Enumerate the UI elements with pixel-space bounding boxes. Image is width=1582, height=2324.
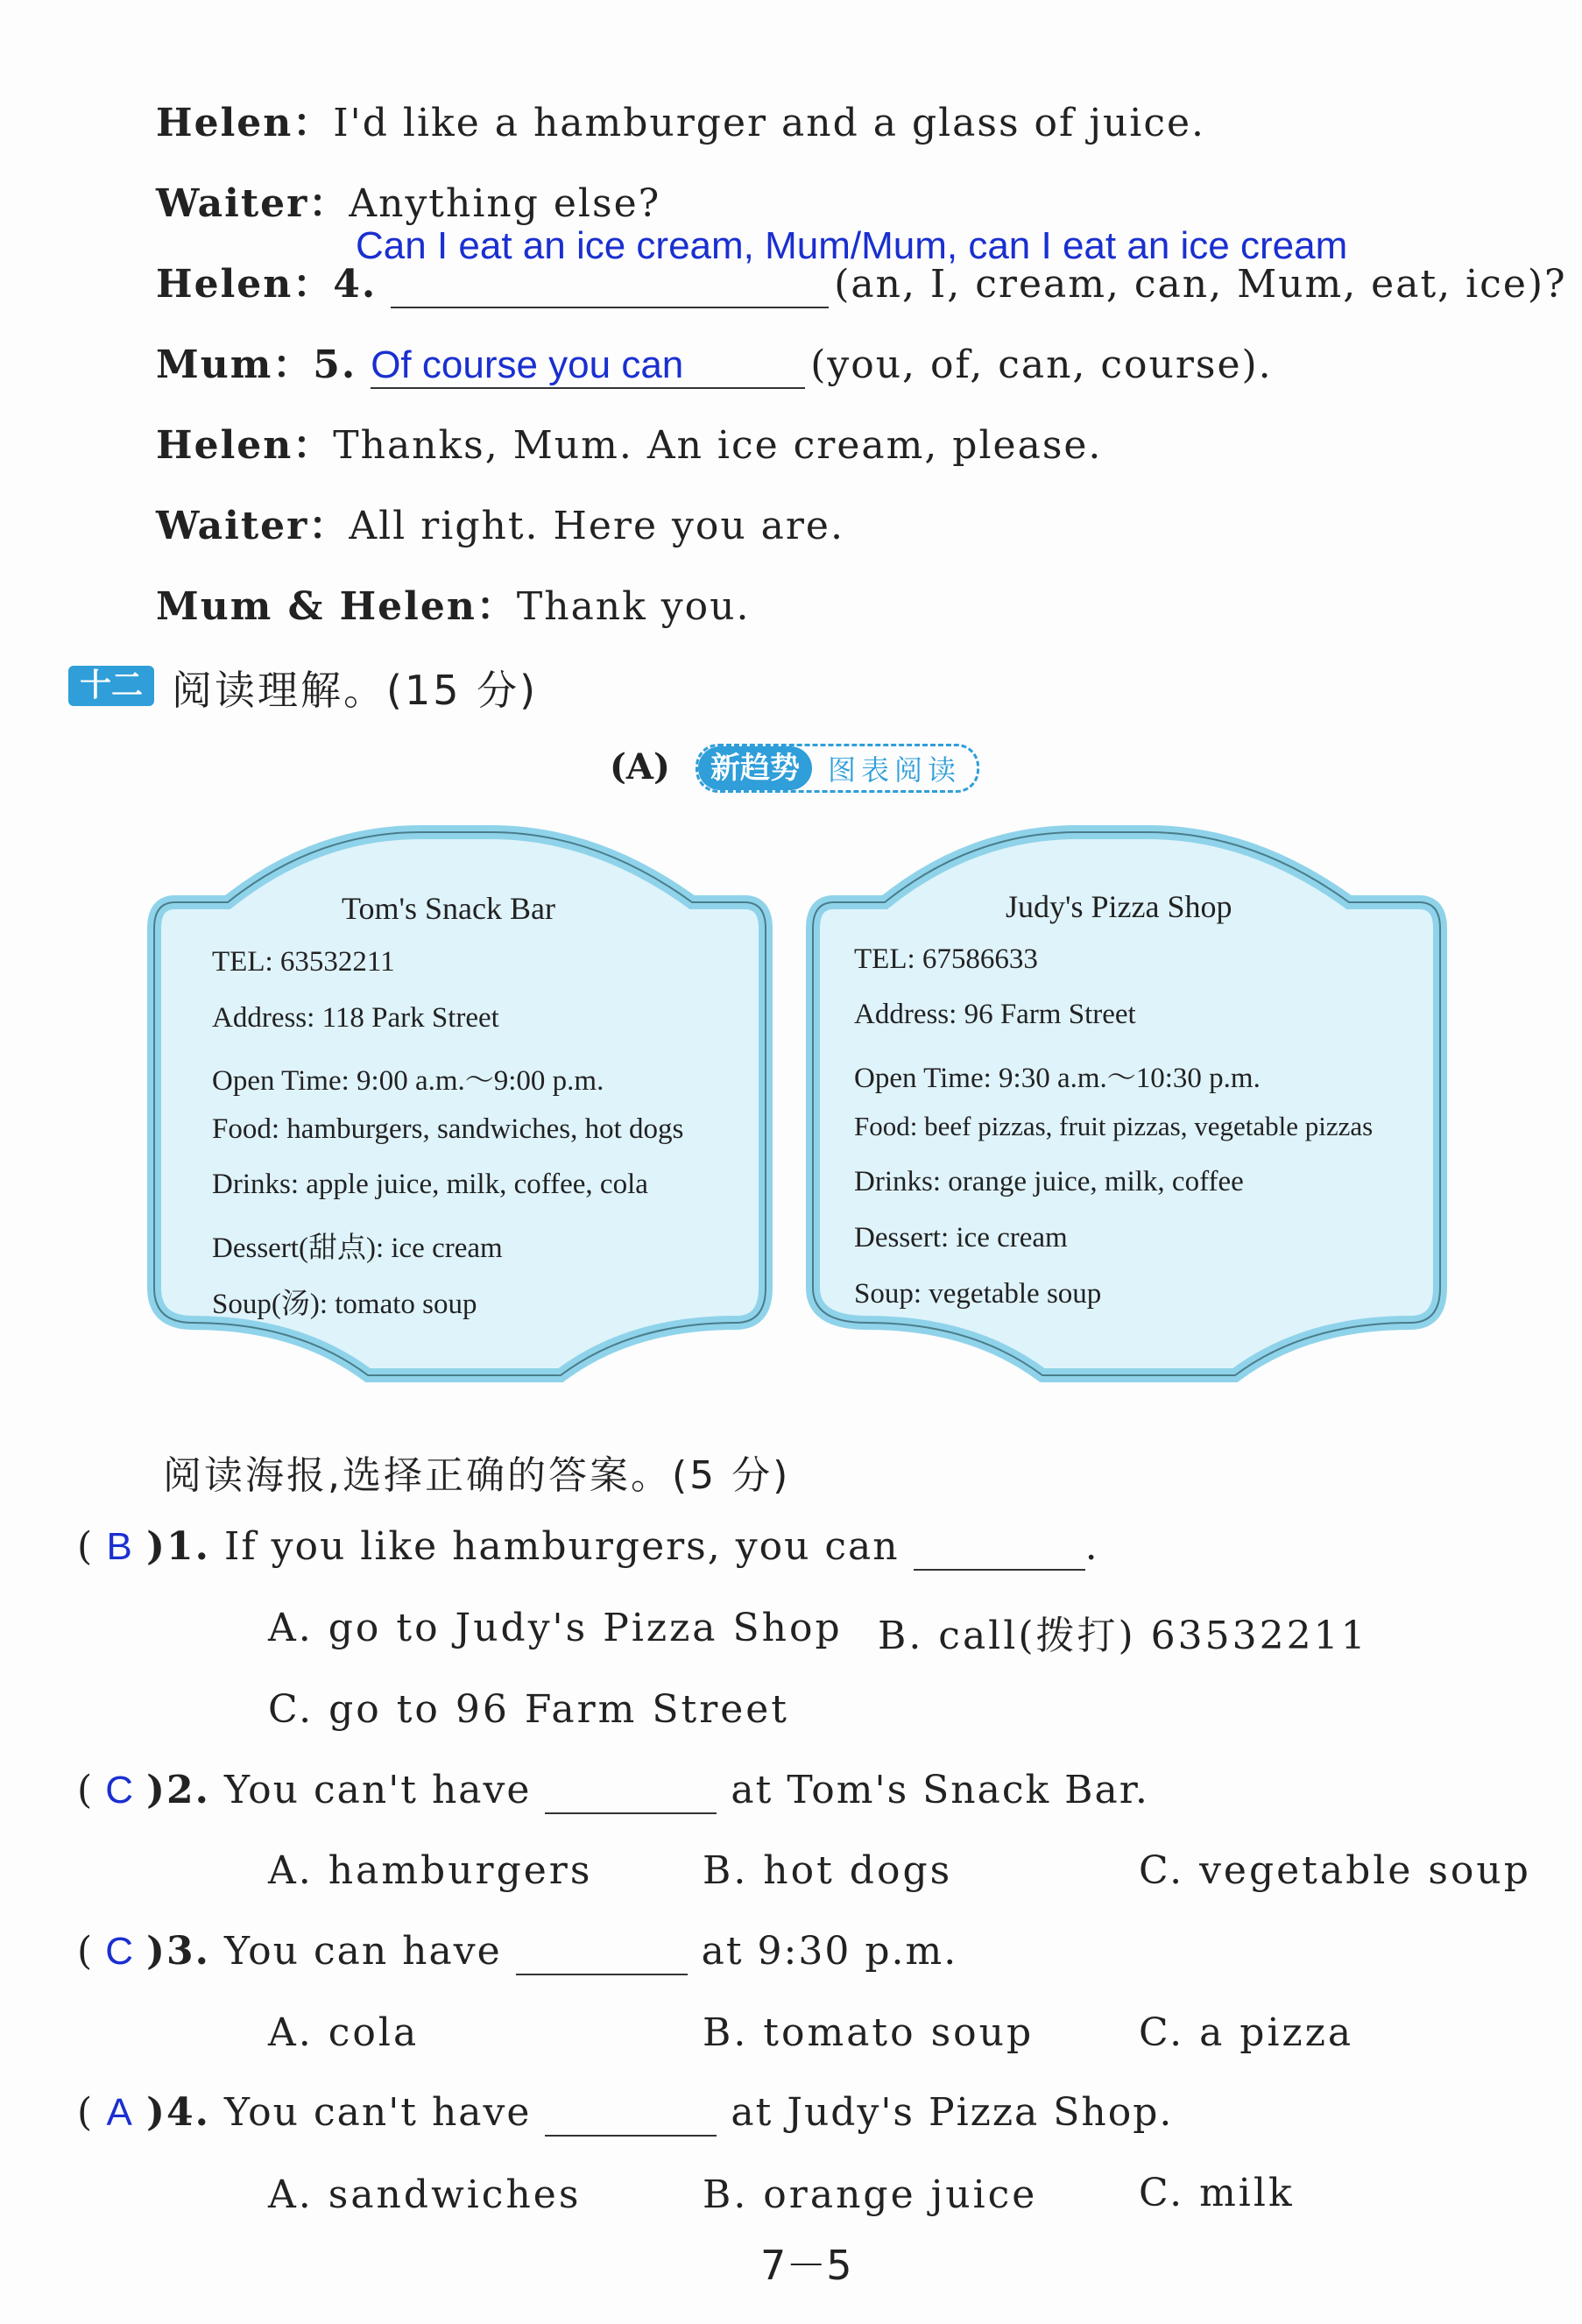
judy-card-line: TEL: 67586633 [854,943,1038,975]
question-number: )2. [146,1768,210,1812]
hint-text: (you, of, can, course). [810,343,1273,387]
page-number: 7－5 [760,2242,852,2289]
hint-text: (an, I, cream, can, Mum, eat, ice)? [834,262,1567,307]
speaker: Helen： [156,101,334,145]
tom-card-line: Dessert(甜点): ice cream [212,1233,503,1264]
question-number: 5. [313,343,357,387]
question-stem: You can have [223,1929,502,1974]
judy-card-line: Food: beef pizzas, fruit pizzas, vegetable pizzas [854,1111,1374,1141]
judy-card-line: Drinks: orange juice, milk, coffee [854,1166,1244,1197]
question-stem: You can't have [223,1768,532,1812]
option[interactable]: C. a pizza [1139,2010,1354,2055]
speaker: Waiter： [156,504,350,548]
dialogue-text: Thanks, Mum. An ice cream, please. [333,423,1103,468]
option[interactable]: A. cola [268,2010,420,2055]
dialogue-text: All right. Here you are. [349,504,844,548]
question-stem-end: . [1084,1524,1099,1569]
tom-card-line: TEL: 63532211 [212,946,395,978]
question-blank [914,1524,1085,1571]
subsection-label: (A) [610,746,670,788]
question-number: )3. [146,1929,210,1974]
question-4: ( A )4. You can't have at Judy's Pizza Shop. [77,2090,1174,2135]
speaker: Helen： [156,262,334,307]
option[interactable]: C. go to 96 Farm Street [268,1687,789,1732]
judy-card-line: Address: 96 Farm Street [854,999,1136,1030]
question-stem: If you like hamburgers, you can [223,1524,900,1569]
judy-card-line: Soup: vegetable soup [854,1278,1102,1310]
tom-card-line: Address: 118 Park Street [212,1002,499,1034]
option[interactable]: A. sandwiches [268,2172,582,2217]
question-stem-end: at 9:30 p.m. [701,1929,958,1974]
option[interactable]: C. milk [1139,2171,1295,2215]
dialogue-text: I'd like a hamburger and a glass of juice. [333,101,1206,145]
speaker: Helen： [156,423,334,468]
question-number: )4. [146,2090,210,2135]
tom-card-line: Open Time: 9:00 a.m.～9:00 p.m. [212,1065,604,1097]
answer-choice[interactable]: C [105,1769,136,1812]
section-badge: 十二 [68,666,154,706]
question-3: ( C )3. You can have at 9:30 p.m. [77,1929,958,1974]
question-2: ( C )2. You can't have at Tom's Snack Bar. [77,1768,1149,1812]
question-blank [516,1929,688,1975]
question-number: )1. [146,1524,210,1569]
answer-choice[interactable]: B [106,1525,134,1568]
judy-card-line: Dessert: ice cream [854,1222,1068,1254]
speaker: Mum： [156,343,314,387]
question-blank [545,2090,717,2137]
dialogue-text: Thank you. [516,584,751,629]
dialogue-text: Anything else? [349,181,661,226]
instruction: 阅读海报,选择正确的答案。(5 分) [163,1453,791,1498]
option[interactable]: A. go to Judy's Pizza Shop [268,1606,843,1650]
question-number: 4. [333,262,378,307]
answer-choice[interactable]: A [106,2091,134,2134]
question-1: ( B )1. If you like hamburgers, you can . [77,1524,1099,1569]
option[interactable]: B. orange juice [703,2172,1038,2217]
answer-choice[interactable]: C [105,1930,136,1973]
speaker: Mum & Helen： [156,584,517,629]
answer-4-text: Can I eat an ice cream, Mum/Mum, can I eat an ice cream [356,224,1348,267]
question-stem: You can't have [223,2090,532,2135]
tom-card-title: Tom's Snack Bar [342,891,555,926]
option[interactable]: B. tomato soup [703,2010,1035,2055]
tom-card-line: Soup(汤): tomato soup [212,1289,477,1320]
speaker: Waiter： [156,181,350,226]
section-title: 阅读理解。(15 分) [172,667,539,714]
trend-label: 新趋势 [698,746,812,790]
option[interactable]: B. call(拨打) 63532211 [878,1614,1368,1658]
answer-5-text: Of course you can [371,343,684,386]
tom-card-line: Drinks: apple juice, milk, coffee, cola [212,1169,648,1200]
question-stem-end: at Judy's Pizza Shop. [731,2090,1174,2135]
tom-card-line: Food: hamburgers, sandwiches, hot dogs [212,1113,684,1145]
trend-type: 图表阅读 [828,753,962,787]
option[interactable]: A. hamburgers [268,1848,593,1893]
question-stem-end: at Tom's Snack Bar. [731,1768,1149,1812]
option[interactable]: C. vegetable soup [1139,1848,1531,1893]
judy-card-line: Open Time: 9:30 a.m.～10:30 p.m. [854,1063,1261,1094]
question-blank [545,1768,717,1814]
option[interactable]: B. hot dogs [703,1848,953,1893]
judy-card-title: Judy's Pizza Shop [1006,889,1232,924]
